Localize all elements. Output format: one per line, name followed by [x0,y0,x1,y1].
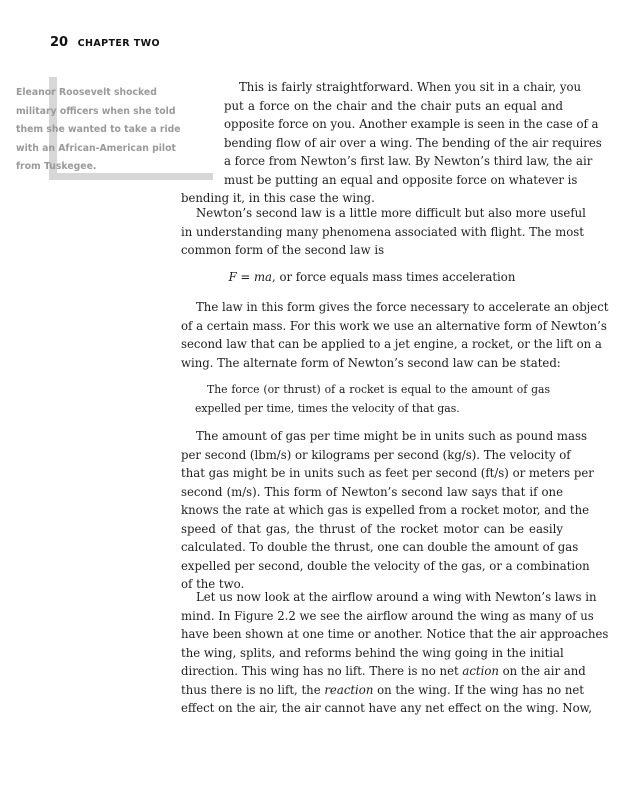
text-line: that gas might be in units such as feet per second (ft/s) or meters per [181,466,594,480]
chapter-title: CHAPTER TWO [77,38,160,49]
text-line: of the two. [181,577,245,591]
text-line: per second (lbm/s) or kilograms per second (kg/s). The velocity of [181,447,571,462]
text-line: second law that can be applied to a jet engine, a rocket, or the lift on a [181,337,602,351]
text-segment: direction. This wing has no lift. There is no net [181,664,463,678]
formula-lhs: F [228,270,237,284]
text-line: The law in this form gives the force necessary to accelerate an object [196,300,609,314]
text-line: speed of that gas, the thrust of the rocket motor can be easily [181,521,563,536]
text-line: calculated. To double the thrust, one can double the amount of gas [181,540,579,554]
text-line: a force from Newton’s first law. By Newton’s third law, the air [224,154,593,168]
formula-description: , or force equals mass times acceleration [272,270,516,284]
text-line: in understanding many phenomena associated with flight. The most [181,224,584,239]
text-line: Let us now look at the airflow around a wing with Newton’s laws in [196,590,597,604]
sidebar-line: with an African-American pilot [16,142,176,154]
text-line: expelled per second, double the velocity of the gas, or a combination [181,558,590,573]
paragraph-4 [181,427,594,594]
paragraph-2 [181,204,586,260]
text-line: knows the rate at which gas is expelled from a rocket motor, and the [181,503,590,517]
emphasis-reaction: reaction [324,682,374,697]
text-line: the wing, splits, and reforms behind the wing going in the initial [181,645,564,660]
quote-line: expelled per time, times the velocity of that gas. [195,401,460,415]
text-segment: on the wing. If the wing has no net [373,682,584,697]
text-line: second (m/s). This form of Newton’s second law says that if one [181,484,563,499]
text-line: common form of the second law is [181,243,385,257]
emphasis-action: action [462,664,499,678]
sidebar-line: from Tuskegee. [16,161,97,172]
text-line: bending flow of air over a wing. The bending of the air requires [224,135,602,150]
sidebar-line: military officers when she told [16,105,176,117]
text-line: The amount of gas per time might be in units such as pound mass [196,429,587,443]
text-line: Newton’s second law is a little more difficult but also more useful [196,206,586,220]
formula-rhs: ma [253,270,273,284]
quote-line: The force (or thrust) of a rocket is equal to the amount of gas [207,383,550,396]
page-number: 20 [50,35,69,50]
text-segment: thus there is no lift, the [181,682,325,697]
paragraph-1 [181,78,602,208]
formula-equals: = [236,270,254,284]
sidebar-line: them she wanted to take a ride [16,124,181,135]
sidebar-note [16,84,206,177]
text-line: effect on the air, the air cannot have any net effect on the wing. Now, [181,701,592,715]
text-segment: on the air and [498,664,586,678]
text-line [181,662,586,681]
running-head [50,31,160,50]
text-line: mind. In Figure 2.2 we see the airflow around the wing as many of us [181,608,594,623]
text-line: wing. The alternate form of Newton’s second law can be stated: [181,355,561,370]
text-line: must be putting an equal and opposite force on whatever is [224,172,578,187]
text-line: opposite force on you. Another example is seen in the case of a [224,117,599,131]
text-line: bending it, in this case the wing. [181,191,375,205]
text-line: This is fairly straightforward. When you sit in a chair, you [239,80,582,94]
text-line: of a certain mass. For this work we use an alternative form of Newton’s [181,318,607,333]
text-line [181,681,584,700]
formula [181,268,563,287]
text-line: have been shown at one time or another. Notice that the air approaches [181,627,609,641]
paragraph-5 [181,588,609,718]
paragraph-3 [181,298,609,372]
block-quote [195,381,550,418]
text-line: put a force on the chair and the chair puts an equal and [224,98,563,113]
sidebar-line: Eleanor Roosevelt shocked [16,87,157,98]
